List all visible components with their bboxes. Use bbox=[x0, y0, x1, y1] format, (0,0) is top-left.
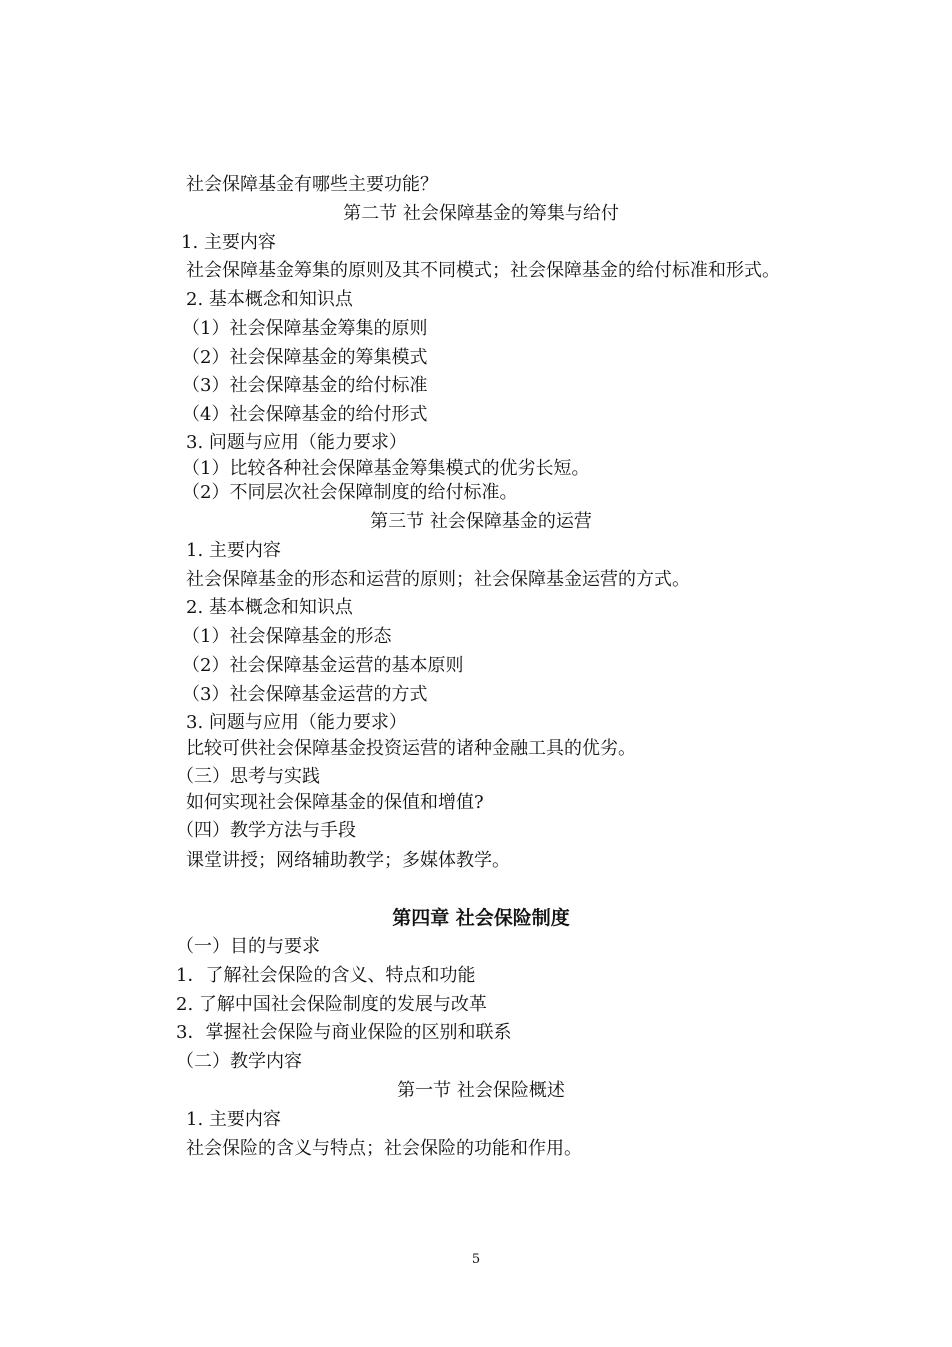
section-3-application-heading: 3. 问题与应用（能力要求） bbox=[186, 712, 407, 733]
section-2-content-text: 社会保障基金筹集的原则及其不同模式；社会保障基金的给付标准和形式。 bbox=[186, 260, 780, 281]
section-3-concepts-heading: 2. 基本概念和知识点 bbox=[186, 597, 353, 618]
section-2-concept-item: （1）社会保障基金筹集的原则 bbox=[182, 318, 428, 339]
chapter-4-section-1-title: 第一节 社会保险概述 bbox=[397, 1080, 565, 1101]
section-3-content-heading: 1. 主要内容 bbox=[186, 540, 281, 561]
section-3-concept-item: （2）社会保障基金运营的基本原则 bbox=[182, 655, 464, 676]
section-3-title: 第三节 社会保障基金的运营 bbox=[370, 511, 592, 532]
section-3-concept-item: （3）社会保障基金运营的方式 bbox=[182, 684, 428, 705]
practice-heading: （三）思考与实践 bbox=[176, 766, 320, 787]
section-2-application-item: （2）不同层次社会保障制度的给付标准。 bbox=[182, 482, 518, 503]
methods-heading: （四）教学方法与手段 bbox=[176, 820, 356, 841]
chapter-4-goal-item: 2. 了解中国社会保险制度的发展与改革 bbox=[176, 994, 487, 1015]
chapter-4-title: 第四章 社会保险制度 bbox=[392, 907, 570, 929]
chapter-4-section-1-content-text: 社会保险的含义与特点；社会保险的功能和作用。 bbox=[186, 1138, 582, 1159]
section-3-content-text: 社会保障基金的形态和运营的原则；社会保障基金运营的方式。 bbox=[186, 569, 690, 590]
section-2-content-heading: 1. 主要内容 bbox=[181, 232, 276, 253]
chapter-4-section-1-content-heading: 1. 主要内容 bbox=[186, 1109, 281, 1130]
section-3-application-text: 比较可供社会保障基金投资运营的诸种金融工具的优劣。 bbox=[186, 738, 636, 759]
section-2-concept-item: （3）社会保障基金的给付标准 bbox=[182, 375, 428, 396]
chapter-4-goals-heading: （一）目的与要求 bbox=[176, 936, 320, 957]
practice-text: 如何实现社会保障基金的保值和增值? bbox=[186, 792, 484, 813]
chapter-4-goal-item: 3．掌握社会保险与商业保险的区别和联系 bbox=[176, 1022, 512, 1043]
section-3-concept-item: （1）社会保障基金的形态 bbox=[182, 626, 392, 647]
section-2-application-heading: 3. 问题与应用（能力要求） bbox=[186, 432, 407, 453]
section-2-concepts-heading: 2. 基本概念和知识点 bbox=[186, 289, 353, 310]
section-2-application-item: （1）比较各种社会保障基金筹集模式的优劣长短。 bbox=[182, 458, 590, 479]
section-2-concept-item: （4）社会保障基金的给付形式 bbox=[182, 404, 428, 425]
page-number: 5 bbox=[471, 1252, 481, 1267]
chapter-4-content-heading: （二）教学内容 bbox=[176, 1051, 302, 1072]
methods-text: 课堂讲授；网络辅助教学；多媒体教学。 bbox=[186, 850, 510, 871]
section-2-concept-item: （2）社会保障基金的筹集模式 bbox=[182, 347, 428, 368]
chapter-4-goal-item: 1．了解社会保险的含义、特点和功能 bbox=[176, 965, 476, 986]
question-line: 社会保障基金有哪些主要功能？ bbox=[186, 174, 438, 195]
section-2-title: 第二节 社会保障基金的筹集与给付 bbox=[343, 203, 619, 224]
